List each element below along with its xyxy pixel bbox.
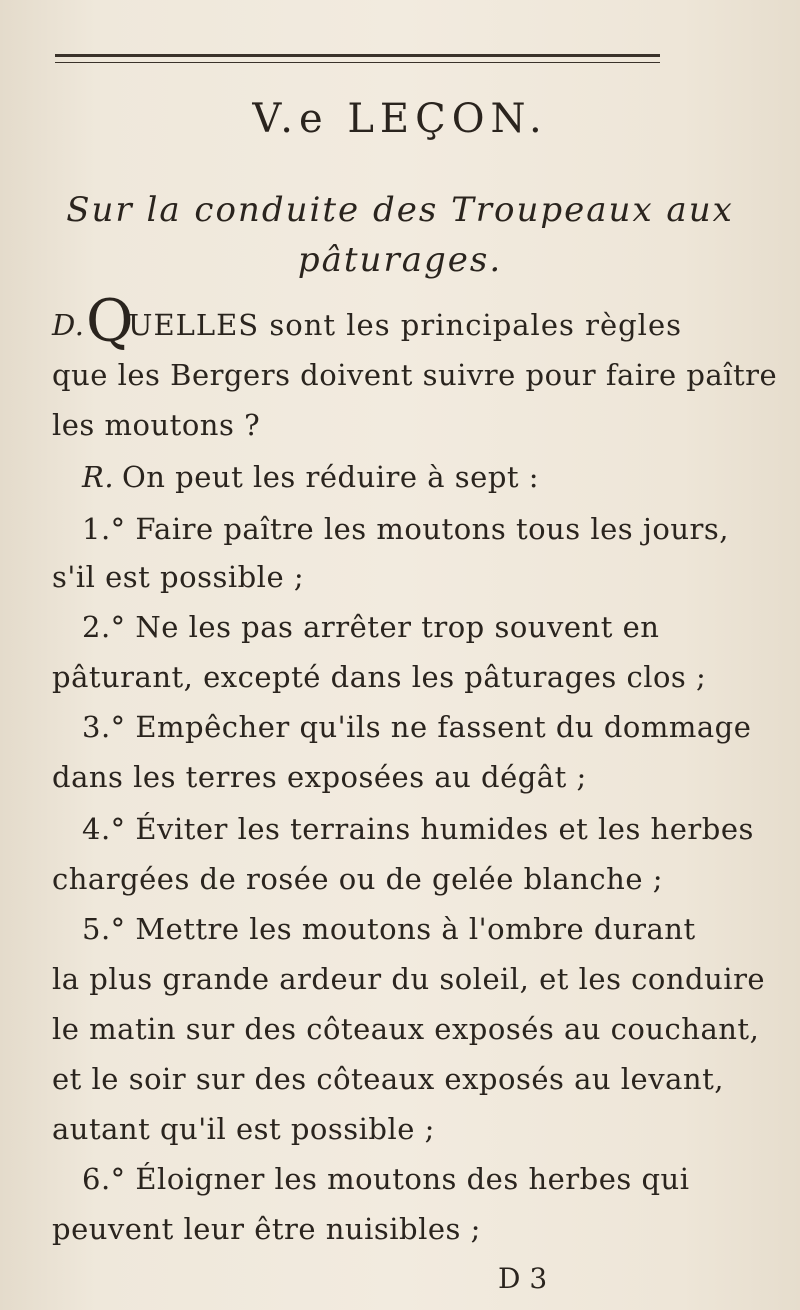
answer-marker: R.: [82, 460, 115, 494]
lesson-subtitle-line-1: Sur la conduite des Troupeaux aux: [66, 190, 734, 230]
rule-line: 3.° Empêcher qu'ils ne fassent du dommage: [82, 710, 752, 744]
rule-line: chargées de rosée ou de gelée blanche ;: [52, 862, 663, 896]
question-first-line: UELLES sont les principales règles: [128, 308, 683, 342]
rule-line: autant qu'il est possible ;: [52, 1112, 435, 1146]
answer-text: On peut les réduire à sept :: [122, 460, 540, 494]
header-rule-thin: [55, 62, 660, 63]
rule-line: 1.° Faire paître les moutons tous les jours,: [82, 512, 729, 546]
rule-line: 4.° Éviter les terrains humides et les herbes: [82, 812, 754, 846]
rule-line: 2.° Ne les pas arrêter trop souvent en: [82, 610, 660, 644]
rule-line: 5.° Mettre les moutons à l'ombre durant: [82, 912, 696, 946]
lesson-heading: V.e LEÇON.: [252, 96, 548, 142]
question-marker: D.: [52, 308, 85, 342]
header-rule-thick: [55, 54, 660, 57]
rule-line: dans les terres exposées au dégât ;: [52, 760, 587, 794]
drop-cap: Q: [86, 287, 134, 355]
rule-line: et le soir sur des côteaux exposés au levant,: [52, 1062, 724, 1096]
question-line-2: que les Bergers doivent suivre pour faire paître: [52, 358, 778, 392]
question-line-3: les moutons ?: [52, 408, 261, 442]
rule-line: pâturant, excepté dans les pâturages clos ;: [52, 660, 707, 694]
lesson-subtitle-line-2: pâturages.: [297, 240, 503, 280]
rule-line: la plus grande ardeur du soleil, et les conduire: [52, 962, 766, 996]
rule-line: s'il est possible ;: [52, 560, 305, 594]
signature-mark: D 3: [498, 1262, 548, 1295]
rule-line: peuvent leur être nuisibles ;: [52, 1212, 481, 1246]
rule-line: 6.° Éloigner les moutons des herbes qui: [82, 1162, 690, 1196]
rule-line: le matin sur des côteaux exposés au couchant,: [52, 1012, 760, 1046]
